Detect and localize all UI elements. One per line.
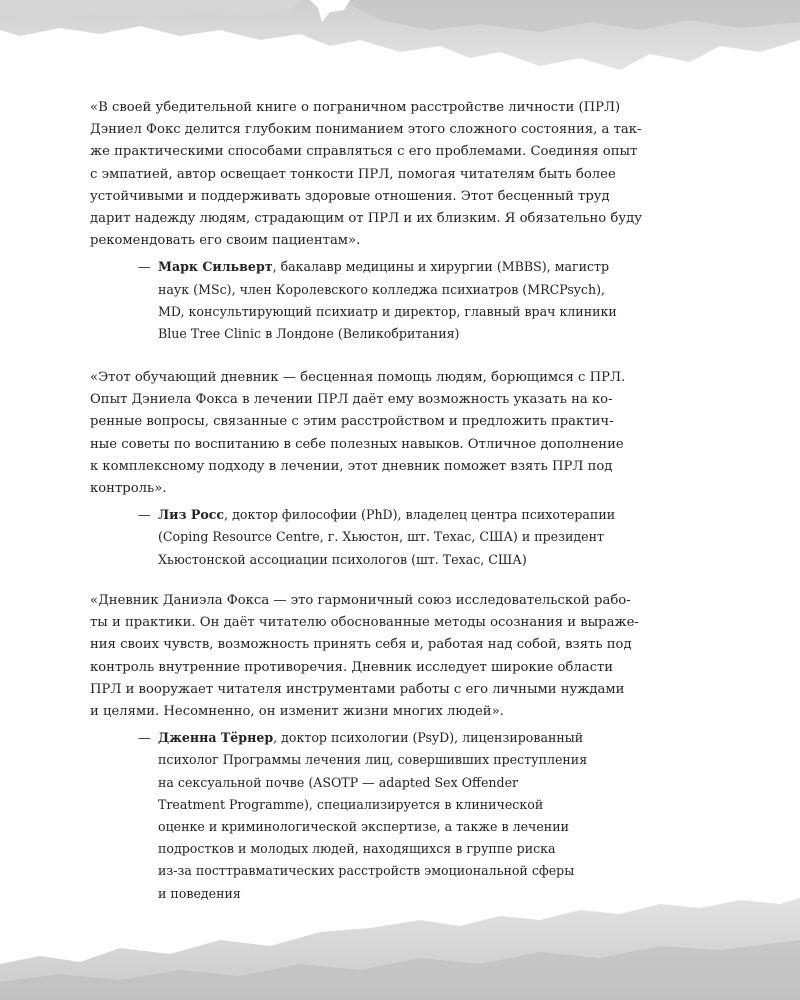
author-name: Дженна Тёрнер [158, 730, 274, 746]
credential-line: подростков и молодых людей, находящихся в группе риска [158, 841, 556, 857]
torn-paper-top-decoration [0, 0, 800, 80]
credential-line: Blue Tree Clinic в Лондоне (Великобритания) [158, 326, 460, 342]
quote-line: «Дневник Даниэла Фокса — это гармоничный союз исследовательской рабо- [90, 593, 631, 608]
em-dash: — [138, 730, 151, 746]
quote-line: же практическими способами справляться с его проблемами. Соединяя опыт [90, 144, 638, 160]
quote-line: контроль внутренние противоречия. Дневник исследует широкие области [90, 659, 614, 675]
credential-line: Treatment Programme), специализируется в клинической [158, 796, 544, 812]
torn-paper-bottom-decoration [0, 890, 800, 1000]
quote-line: с эмпатией, автор освещает тонкости ПРЛ, помогая читателям быть более [90, 166, 616, 182]
quote-line: ПРЛ и вооружает читателя инструментами работы с его личными нуждами [90, 681, 625, 697]
quote-line: контроль». [90, 481, 167, 497]
testimonial-2 [90, 367, 672, 571]
quote-line: дарит надежду людям, страдающим от ПРЛ и их близким. Я обязательно буду [90, 211, 642, 227]
testimonial-1 [90, 97, 672, 345]
quote-line: к комплексному подходу в лечении, этот дневник поможет взять ПРЛ под [90, 458, 613, 474]
quote-line: устойчивыми и поддерживать здоровые отношения. Этот бесценный труд [90, 188, 610, 204]
em-dash: — [138, 507, 151, 523]
credential-line: MD, консультирующий психиатр и директор, главный врач клиники [158, 303, 617, 319]
testimonial-3 [90, 590, 672, 905]
quote-line: ты и практики. Он даёт читателю обоснованные методы осознания и выраже- [90, 615, 639, 631]
credential-line: Хьюстонской ассоциации психологов (шт. Техас, США) [158, 551, 527, 567]
testimonial-quote [90, 590, 672, 723]
credential-line: наук (MSc), член Королевского колледжа психиатров (MRCPsych), [158, 281, 606, 297]
testimonial-attribution [138, 727, 672, 905]
credential-line: , бакалавр медицины и хирургии (MBBS), магистр [272, 259, 610, 275]
testimonial-attribution [138, 504, 672, 571]
credential-line: на сексуальной почве (ASOTP — adapted Sex Offender [158, 774, 519, 790]
credential-line: , доктор философии (PhD), владелец центра психотерапии [224, 507, 616, 523]
quote-line: ния своих чувств, возможность принять себя и, работая над собой, взять под [90, 637, 632, 653]
credential-line: оценке и криминологической экспертизе, а также в лечении [158, 819, 569, 835]
quote-line: ные советы по воспитанию в себе полезных навыков. Отличное дополнение [90, 436, 624, 452]
credential-line: психолог Программы лечения лиц, совершивших преступления [158, 752, 588, 768]
testimonial-attribution [138, 256, 672, 345]
credential-line: из-за посттравматических расстройств эмоциональной сферы [158, 863, 575, 879]
quote-line: «Этот обучающий дневник — бесценная помощь людям, борющимся с ПРЛ. [90, 370, 626, 385]
credential-line: (Coping Resource Centre, г. Хьюстон, шт. Техас, США) и президент [158, 529, 604, 545]
quote-line: ренные вопросы, связанные с этим расстройством и предложить практич- [90, 414, 614, 430]
quote-line: Дэниел Фокс делится глубоким пониманием этого сложного состояния, а так- [90, 122, 642, 138]
quote-line: «В своей убедительной книге о пограничном расстройстве личности (ПРЛ) [90, 100, 621, 115]
testimonial-quote [90, 97, 672, 252]
quote-line: Опыт Дэниела Фокса в лечении ПРЛ даёт ему возможность указать на ко- [90, 392, 613, 408]
credential-line: и поведения [158, 885, 241, 901]
quote-line: рекомендовать его своим пациентам». [90, 233, 361, 249]
testimonial-quote [90, 367, 672, 500]
em-dash: — [138, 259, 151, 275]
quote-line: и целями. Несомненно, он изменит жизни многих людей». [90, 704, 504, 720]
author-name: Лиз Росс [158, 507, 225, 523]
author-name: Марк Сильверт [158, 259, 273, 275]
credential-line: , доктор психологии (PsyD), лицензированный [273, 730, 584, 746]
